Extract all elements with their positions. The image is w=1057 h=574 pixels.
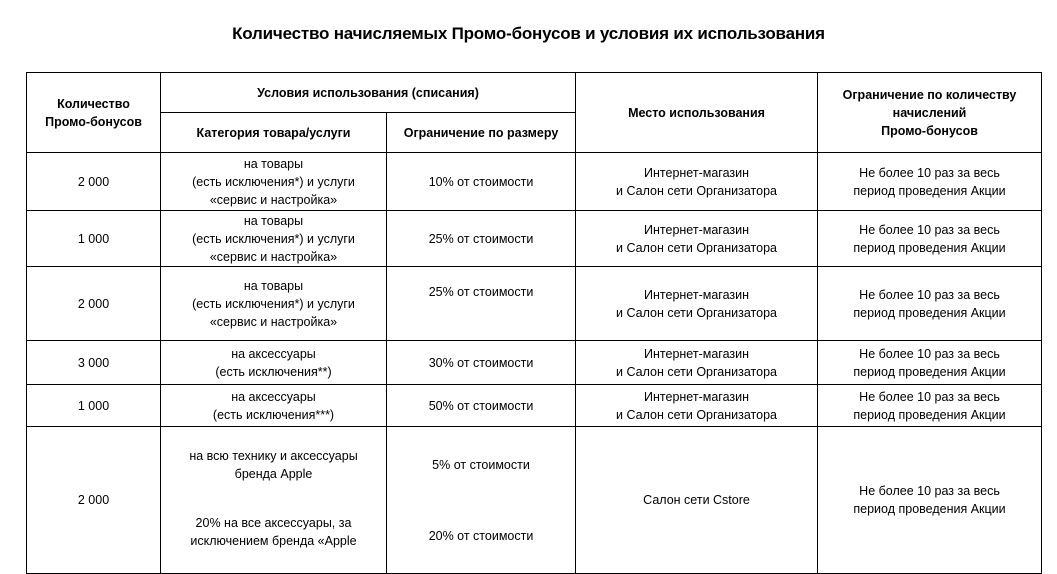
cell-amount: 1 000 xyxy=(27,385,161,427)
cell-limit-split xyxy=(387,427,576,574)
cell-count: Не более 10 раз за весь период проведения Акции xyxy=(818,267,1042,341)
cell-place: Салон сети Cstore xyxy=(576,427,818,574)
table-row xyxy=(27,427,1042,574)
cell-category-split xyxy=(161,427,387,574)
page-title: Количество начисляемых Промо-бонусов и условия их использования xyxy=(232,24,825,43)
cell-count: Не более 10 раз за весь период проведения Акции xyxy=(818,211,1042,267)
cell-limit: 50% от стоимости xyxy=(387,385,576,427)
cell-category: на аксессуары (есть исключения**) xyxy=(161,341,387,385)
cell-limit: 25% от стоимости xyxy=(387,211,576,267)
header-limit-size: Ограничение по размеру xyxy=(387,113,576,153)
header-conditions: Условия использования (списания) xyxy=(161,73,576,113)
cell-place: Интернет-магазин и Салон сети Организатора xyxy=(576,153,818,211)
cell-count: Не более 10 раз за весь период проведения Акции xyxy=(818,153,1042,211)
cell-amount: 3 000 xyxy=(27,341,161,385)
table-row xyxy=(27,341,1042,385)
header-place: Место использования xyxy=(576,73,818,153)
cell-category: на аксессуары (есть исключения***) xyxy=(161,385,387,427)
cell-limit: 30% от стоимости xyxy=(387,341,576,385)
table-row xyxy=(27,153,1042,211)
cell-place: Интернет-магазин и Салон сети Организатора xyxy=(576,267,818,341)
cell-place: Интернет-магазин и Салон сети Организатора xyxy=(576,211,818,267)
cell-limit-accessories: 20% от стоимости xyxy=(428,529,534,543)
cell-limit-apple: 5% от стоимости xyxy=(432,458,530,472)
cell-category-accessories: 20% на все аксессуары, за исключением бренда «Apple xyxy=(190,516,357,548)
promo-bonus-table xyxy=(26,72,1042,574)
cell-count: Не более 10 раз за весь период проведения Акции xyxy=(818,427,1042,574)
cell-limit: 10% от стоимости xyxy=(387,153,576,211)
cell-place: Интернет-магазин и Салон сети Организатора xyxy=(576,385,818,427)
table-row xyxy=(27,267,1042,341)
table-row xyxy=(27,385,1042,427)
header-limit-count: Ограничение по количеству начислений Промо-бонусов xyxy=(818,73,1042,153)
cell-limit: 25% от стоимости xyxy=(387,267,576,341)
cell-amount: 2 000 xyxy=(27,153,161,211)
cell-place: Интернет-магазин и Салон сети Организатора xyxy=(576,341,818,385)
cell-category: на товары (есть исключения*) и услуги «сервис и настройка» xyxy=(161,211,387,267)
header-amount: Количество Промо-бонусов xyxy=(27,73,161,153)
cell-category: на товары (есть исключения*) и услуги «сервис и настройка» xyxy=(161,153,387,211)
cell-category-apple: на всю технику и аксессуары бренда Apple xyxy=(189,449,358,481)
table-row xyxy=(27,211,1042,267)
cell-category: на товары (есть исключения*) и услуги «сервис и настройка» xyxy=(161,267,387,341)
header-category: Категория товара/услуги xyxy=(161,113,387,153)
cell-amount: 2 000 xyxy=(27,427,161,574)
cell-count: Не более 10 раз за весь период проведения Акции xyxy=(818,385,1042,427)
cell-amount: 2 000 xyxy=(27,267,161,341)
cell-count: Не более 10 раз за весь период проведения Акции xyxy=(818,341,1042,385)
cell-amount: 1 000 xyxy=(27,211,161,267)
